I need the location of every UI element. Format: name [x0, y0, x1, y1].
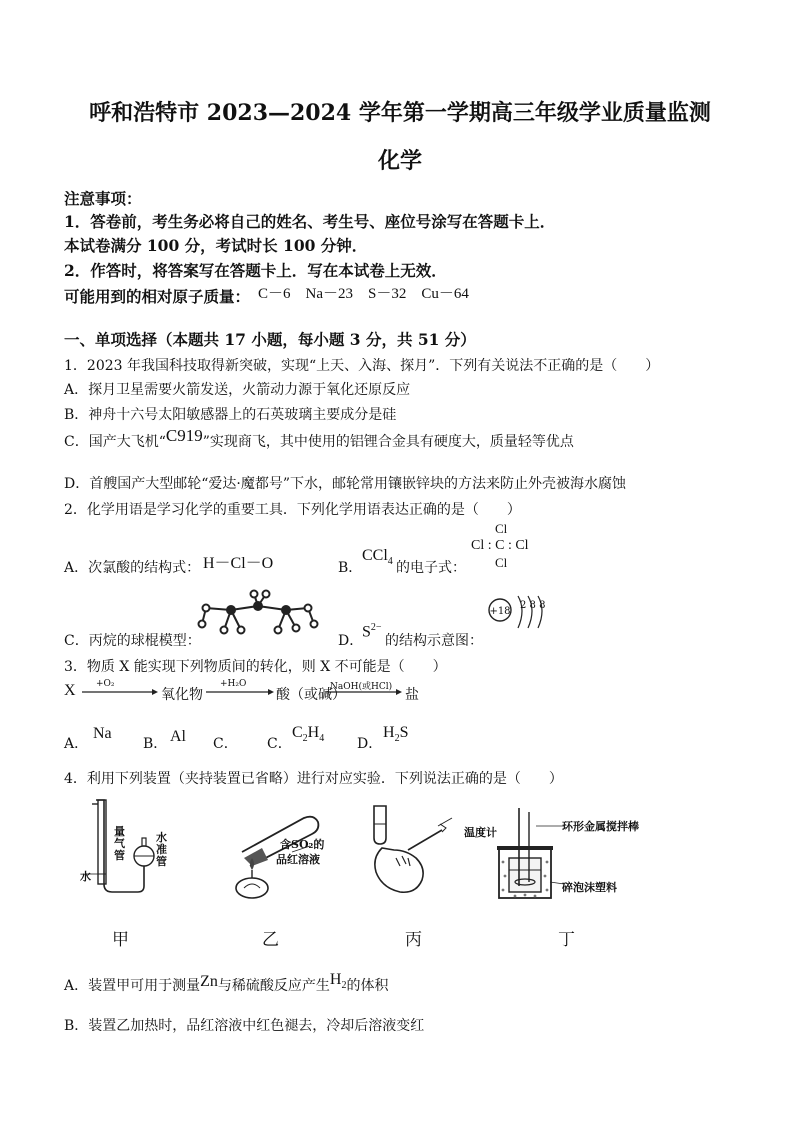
notice-line-3: 2．作答时，将答案写在答题卡上．写在本试卷上无效．: [64, 261, 447, 280]
q4-option-b: B．装置乙加热时，品红溶液中红色褪去，冷却后溶液变红: [64, 1018, 425, 1034]
caption-bing: 丙: [405, 930, 422, 950]
ding-label-foam: 碎泡沫塑料: [562, 881, 617, 894]
subject-title: 化学: [377, 148, 422, 174]
q4-stem: 4．利用下列装置（夹持装置已省略）进行对应实验．下列说法正确的是（ ）: [64, 771, 563, 787]
q3-d-h: H: [383, 724, 395, 741]
q1-stem: 1．2023 年我国科技取得新突破，实现“上天、入海、探月”．下列有关说法不正确的是（ ）: [64, 358, 660, 374]
ding-label-thermometer: 温度计: [464, 826, 497, 839]
q1-c-prefix: C．国产大飞机“: [64, 434, 166, 450]
q3-x: X: [64, 682, 76, 699]
q3-salt: 盐: [405, 687, 419, 703]
q2-d-charge: 2−: [370, 622, 382, 633]
ding-leader-lines: [530, 822, 566, 888]
q3-acid: 酸（或碱）: [276, 687, 346, 703]
notice-line-1: 1．答卷前，考生务必将自己的姓名、考生号、座位号涂写在答题卡上．: [64, 212, 556, 231]
q3-option-d: [383, 724, 408, 744]
q2-a-formula: H－Cl－O: [203, 555, 274, 572]
q3-option-a: Na: [93, 725, 112, 742]
q3-c2-sub1: 2: [302, 733, 308, 745]
q4-option-a: [64, 971, 389, 997]
q2-d-ion: [362, 622, 382, 641]
q2-d-s: S: [362, 623, 371, 641]
q2-d-text: 的结构示意图：: [385, 633, 483, 649]
q3-option-c2: [292, 724, 324, 744]
nucleus-charge: +18: [489, 606, 511, 617]
q3-oxide: 氧化物: [161, 687, 203, 703]
q1-option-d: D．首艘国产大型邮轮“爱达·魔都号”下水，邮轮常用镶嵌锌块的方法来防止外壳被海水腐蚀: [64, 476, 626, 492]
q4-a-suffix: 的体积: [346, 978, 389, 994]
q4-a-prefix: A．装置甲可用于测量: [64, 978, 201, 994]
q4-a-h2: [329, 971, 347, 992]
q3-d-sub: 2: [394, 733, 400, 745]
q3-arrow1-label: +O₂: [96, 679, 115, 689]
q4-a-zn: Zn: [200, 973, 218, 990]
propane-ball-stick-model: [196, 588, 321, 644]
q2-option-b-label: B．: [338, 560, 363, 576]
q4-a-sub: 2: [341, 980, 347, 992]
q2-b-cl-bottom: Cl: [495, 555, 508, 570]
q2-option-c-label: C．丙烷的球棍模型：: [64, 633, 201, 649]
q3-option-c1-label: C．: [213, 736, 238, 752]
q3-option-d-label: D．: [357, 736, 383, 752]
q3-option-c2-label: C．: [267, 736, 292, 752]
q1-c-suffix: ”实现商飞，其中使用的铝锂合金具有硬度大，质量轻等优点: [202, 434, 574, 450]
q3-option-b: Al: [170, 728, 186, 745]
q2-b-cl-top: Cl: [495, 521, 508, 536]
q3-c2-c: C: [292, 724, 303, 741]
apparatus-bing-hand-test-tube: [352, 800, 462, 900]
atomic-mass-values: C－6 Na－23 S－32 Cu－64: [258, 286, 469, 302]
q2-option-a-label: A．次氯酸的结构式：: [64, 560, 201, 576]
q1-option-a: A．探月卫星需要火箭发送，火箭动力源于氧化还原反应: [64, 382, 411, 398]
jia-label-char1: 量: [114, 825, 125, 838]
jia-label-char3: 管: [114, 849, 125, 862]
caption-jia: 甲: [112, 930, 129, 950]
q1-c-model: C919: [165, 426, 203, 445]
q2-b-center: Cl : C : Cl: [471, 538, 529, 553]
q4-a-middle: 与稀硫酸反应产生: [217, 978, 330, 994]
jia-label-water: 水: [80, 870, 91, 883]
q2-stem: 2．化学用语是学习化学的重要工具．下列化学用语表达正确的是（ ）: [64, 502, 521, 518]
notice-line-2: 本试卷满分 100 分，考试时长 100 分钟．: [64, 236, 368, 255]
q2-option-d-label: D．: [338, 633, 364, 649]
electron-shells: 2 8 8: [520, 600, 546, 611]
page-title: 呼和浩特市 2023—2024 学年第一学期高三年级学业质量监测: [89, 100, 711, 126]
q2-b-text: 的电子式：: [396, 560, 466, 576]
q3-arrow2-label: +H₂O: [220, 679, 247, 689]
section-heading: 一、单项选择（本题共 17 小题，每小题 3 分，共 51 分）: [64, 330, 476, 349]
jia-label-level-tube: [156, 832, 167, 868]
caption-ding: 丁: [558, 930, 575, 950]
q2-b-ccl: CCl: [362, 547, 388, 564]
q3-d-s: S: [399, 724, 409, 741]
q3-c2-sub2: 4: [319, 733, 325, 745]
q2-b-sub: 4: [387, 556, 393, 568]
yi-label-line2: 品红溶液: [276, 853, 320, 866]
jia-label-burette: [114, 826, 125, 862]
jia-label-char6: 管: [156, 855, 167, 868]
q1-option-c: [64, 426, 574, 451]
jia-label-char2: 气: [114, 837, 125, 850]
notice-heading: 注意事项：: [64, 189, 142, 208]
atomic-mass-label: 可能用到的相对原子质量：: [64, 287, 251, 306]
q3-option-b-label: B．: [143, 736, 168, 752]
q3-stem: 3．物质 X 能实现下列物质间的转化，则 X 不可能是（ ）: [64, 659, 447, 675]
sulfide-ion-structure-diagram: [484, 594, 556, 640]
q2-b-formula: [362, 547, 393, 567]
q3-option-a-label: A．: [64, 736, 89, 752]
q3-c2-h: H: [307, 724, 320, 741]
yi-label-line1: 含SO₂的: [280, 838, 325, 851]
caption-yi: 乙: [262, 930, 279, 950]
q1-option-b: B．神舟十六号太阳敏感器上的石英玻璃主要成分是硅: [64, 407, 397, 423]
jia-label-char4: 水: [156, 831, 167, 844]
ding-label-stirrer: 环形金属搅拌棒: [562, 820, 639, 833]
jia-label-char5: 准: [156, 843, 167, 856]
q3-arrow3-label: NaOH(或HCl): [330, 682, 393, 692]
q4-a-h: H: [329, 971, 342, 988]
